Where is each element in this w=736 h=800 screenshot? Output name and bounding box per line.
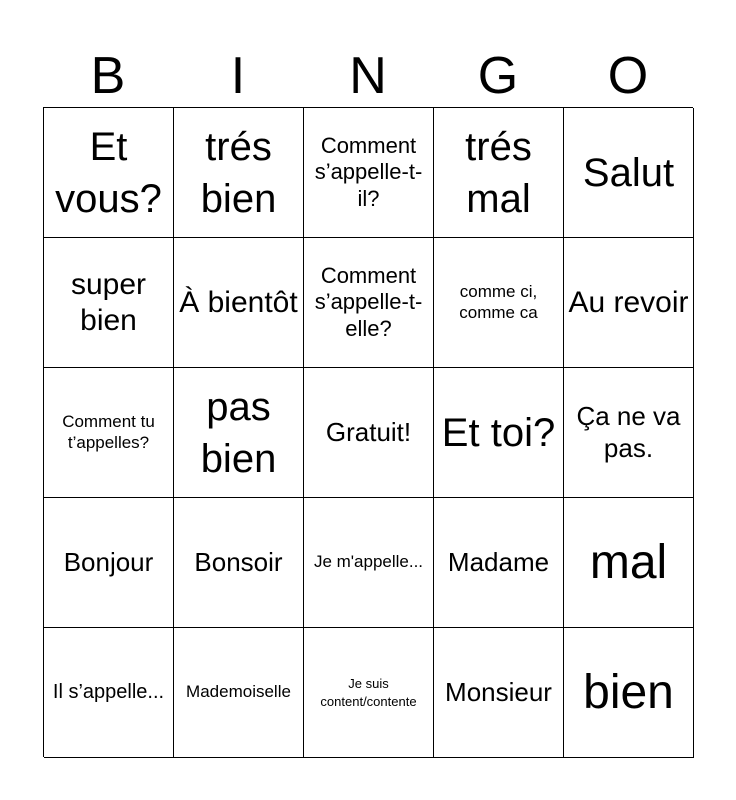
bingo-cell-r1-c1[interactable]: Et vous?: [44, 108, 174, 238]
header-letter-g: G: [477, 47, 519, 105]
bingo-cell-r2-c4[interactable]: comme ci, comme ca: [434, 238, 564, 368]
bingo-cell-r5-c1[interactable]: Il s’appelle...: [44, 628, 174, 758]
header-letter-o: O: [607, 47, 649, 105]
bingo-cell-r5-c5[interactable]: bien: [564, 628, 694, 758]
bingo-cell-r4-c3[interactable]: Je m'appelle...: [304, 498, 434, 628]
bingo-cell-r4-c2[interactable]: Bonsoir: [174, 498, 304, 628]
header-letter-b: B: [90, 47, 126, 105]
bingo-cell-r4-c5[interactable]: mal: [564, 498, 694, 628]
bingo-cell-r4-c4[interactable]: Madame: [434, 498, 564, 628]
bingo-cell-r5-c4[interactable]: Monsieur: [434, 628, 564, 758]
bingo-cell-r1-c2[interactable]: trés bien: [174, 108, 304, 238]
bingo-cell-r3-c1[interactable]: Comment tu t’appelles?: [44, 368, 174, 498]
bingo-cell-r1-c3[interactable]: Comment s’appelle-t-il?: [304, 108, 434, 238]
bingo-cell-r2-c1[interactable]: super bien: [44, 238, 174, 368]
bingo-cell-r5-c2[interactable]: Mademoiselle: [174, 628, 304, 758]
bingo-cell-r2-c5[interactable]: Au revoir: [564, 238, 694, 368]
bingo-cell-r3-c4[interactable]: Et toi?: [434, 368, 564, 498]
bingo-header: [43, 44, 693, 108]
bingo-cell-r3-c5[interactable]: Ça ne va pas.: [564, 368, 694, 498]
bingo-cell-r3-c3[interactable]: Gratuit!: [304, 368, 434, 498]
bingo-cell-r1-c4[interactable]: trés mal: [434, 108, 564, 238]
header-letter-i: I: [230, 47, 246, 105]
header-letter-n: N: [349, 47, 387, 105]
bingo-cell-r5-c3[interactable]: Je suis content/contente: [304, 628, 434, 758]
bingo-cell-r2-c2[interactable]: À bientôt: [174, 238, 304, 368]
bingo-cell-r1-c5[interactable]: Salut: [564, 108, 694, 238]
bingo-cell-r3-c2[interactable]: pas bien: [174, 368, 304, 498]
bingo-cell-r4-c1[interactable]: Bonjour: [44, 498, 174, 628]
bingo-cell-r2-c3[interactable]: Comment s’appelle-t-elle?: [304, 238, 434, 368]
bingo-card-grid: [43, 107, 693, 757]
